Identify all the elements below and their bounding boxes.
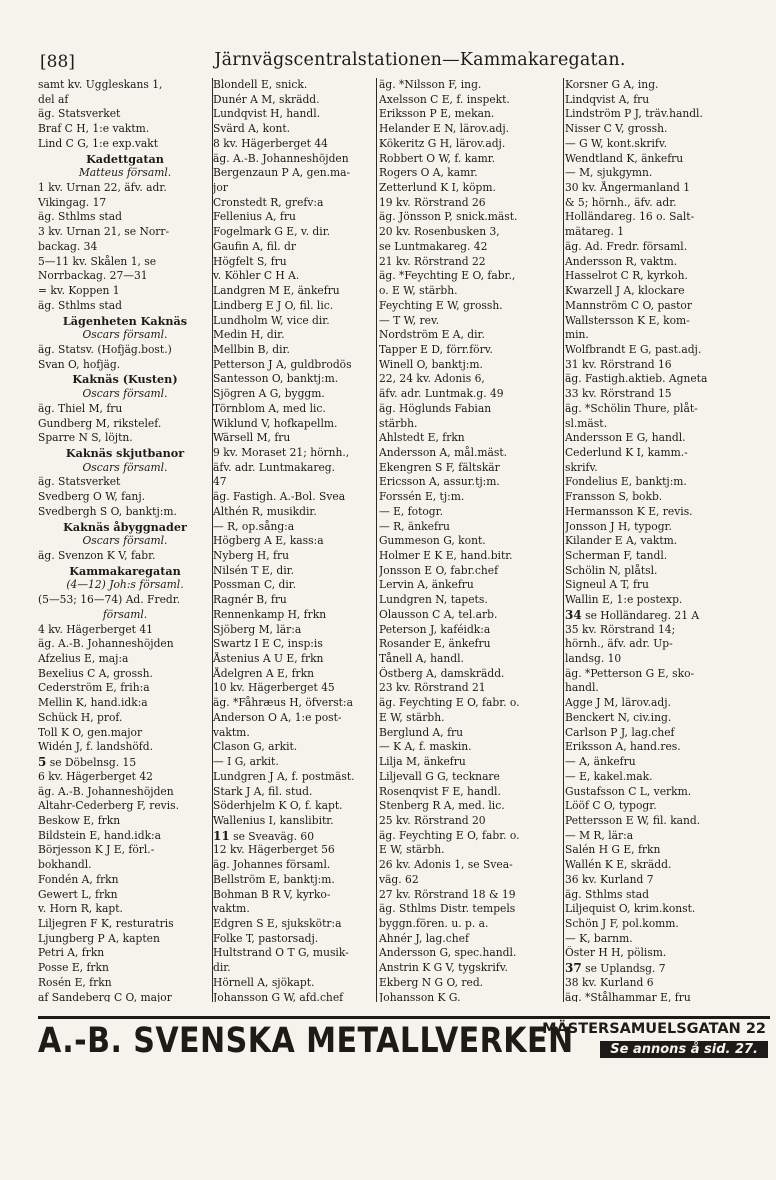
directory-line: E W, stärbh. (379, 710, 445, 724)
directory-line: Benckert N, civ.ing. (565, 710, 672, 724)
directory-line: Ragnér B, fru (213, 593, 287, 607)
directory-line: Wallin E, 1:e postexp. (565, 593, 683, 607)
directory-line: Törnblom A, med lic. (213, 401, 326, 415)
street-number-entry: 4 kv. Hägerberget 41 (38, 622, 153, 636)
directory-line: äg. Statsv. (Hofjäg.bost.) (38, 342, 172, 356)
directory-line: Kwarzell J A, klockare (565, 284, 685, 298)
street-number-entry: 38 kv. Kurland 6 (565, 975, 654, 989)
directory-line: Altahr-Cederberg F, revis. (38, 799, 180, 813)
directory-line: Bohman B R V, kyrko- (213, 887, 331, 901)
street-number-entry: 36 kv. Kurland 7 (565, 872, 654, 886)
directory-line: Althén R, musikdir. (213, 504, 317, 518)
directory-line: Andersson R, vaktm. (565, 254, 678, 268)
directory-line: Vikingag. 17 (38, 195, 107, 209)
directory-line: Peterson J, kaféidk:a (379, 622, 491, 636)
directory-line: Eriksson A, hand.res. (565, 740, 681, 754)
page-header (0, 48, 776, 74)
directory-line: min. (565, 328, 589, 342)
directory-line: äg. *Petterson G E, sko- (565, 666, 695, 680)
directory-line: äg. Svenzon K V, fabr. (38, 549, 156, 562)
annons-reference: Se annons å sid. 27. (600, 1041, 768, 1058)
directory-line: Lindberg E J O, fil. lic. (213, 298, 334, 312)
directory-line: församl. (102, 607, 148, 621)
directory-line: Winell O, banktj:m. (379, 357, 483, 371)
directory-line: äg. Sthlms stad (38, 210, 122, 224)
directory-line: Rosén E, frkn (38, 975, 112, 989)
directory-line: Oscars församl. (82, 328, 168, 342)
directory-line: Ahnér J, lag.chef (379, 931, 469, 945)
directory-line: Lundgren J A, f. postmäst. (213, 769, 355, 783)
directory-line: Korsner G A, ing. (565, 78, 659, 91)
column-divider (376, 78, 377, 1002)
directory-line: Anstrin K G V, tygskrifv. (379, 961, 508, 975)
directory-line: väg. 62 (379, 872, 419, 886)
directory-line: Cederström E, frih:a (38, 681, 150, 695)
directory-line: Kaknäs skjutbanor (65, 445, 185, 460)
directory-line: Afzelius E, maj:a (38, 652, 129, 666)
directory-line: Salén H G E, frkn (565, 843, 661, 857)
directory-line: samt kv. Uggleskans 1, (38, 78, 163, 91)
column-4 (565, 78, 773, 1002)
directory-line: Lägenheten Kaknäs (62, 313, 188, 328)
directory-line: äg. A.-B. Johanneshöjden (38, 784, 174, 798)
street-number-entry: 33 kv. Rörstrand 15 (565, 387, 672, 401)
street-number-entry: 22, 24 kv. Adonis 6, (379, 372, 485, 386)
directory-line: Petterson J A, guldbrodös (213, 357, 352, 371)
directory-line: äfv. adr. Luntmak.g. 49 (379, 387, 504, 401)
street-number-entry: 30 kv. Ångermanland 1 (565, 181, 691, 195)
directory-line: Öster H H, pölism. (565, 946, 667, 960)
directory-line: Högberg A E, kass:a (213, 534, 324, 548)
directory-line: — M, sjukgymn. (565, 166, 653, 180)
directory-line: — E, kakel.mak. (565, 769, 653, 783)
directory-line: Schölin N, plåtsl. (565, 563, 658, 577)
directory-line: Robbert O W, f. kamr. (379, 151, 496, 165)
street-number-entry: 23 kv. Rörstrand 21 (379, 681, 486, 695)
directory-line: Tapper E D, förr.förv. (379, 342, 493, 356)
advertiser-address: MÄSTERSAMUELSGATAN 22 (542, 1021, 766, 1037)
column-divider (563, 78, 564, 1002)
directory-line: äg. *Nilsson F, ing. (379, 78, 482, 91)
directory-line: Schön J F, pol.komm. (565, 916, 679, 930)
page-number: [88] (40, 52, 75, 72)
directory-line: äg. Statsverket (38, 475, 121, 489)
directory-line: Kammakaregatan (69, 563, 181, 578)
directory-line: äg. Sthlms Distr. tempels (379, 902, 516, 916)
directory-line: Sjögren A G, byggm. (213, 387, 325, 401)
directory-line: Axelsson C E, f. inspekt. (379, 92, 510, 106)
directory-line: dir. (213, 961, 231, 975)
directory-line: äg. Feychting E O, fabr. o. (379, 696, 520, 710)
advertisement-banner (38, 1016, 770, 1063)
directory-line: Sparre N S, löjtn. (38, 431, 133, 445)
directory-line: äg. Jönsson P, snick.mäst. (379, 210, 518, 224)
directory-line: Holländareg. 16 o. Salt- (565, 210, 695, 224)
directory-line: backag. 34 (38, 239, 98, 253)
directory-line: Nisser C V, grossh. (565, 122, 668, 136)
directory-line: Wärsell M, fru (213, 431, 291, 445)
directory-line: Andersson E G, handl. (565, 431, 686, 445)
directory-line: Rosander E, änkefru (379, 637, 491, 651)
directory-line: äg. *Feychting E O, fabr., (379, 269, 516, 283)
directory-line: Bellström E, banktj:m. (213, 872, 335, 886)
street-number-entry: 31 kv. Rörstrand 16 (565, 357, 672, 371)
directory-line: mätareg. 1 (565, 225, 625, 239)
directory-line: Åstenius A U E, frkn (213, 652, 324, 666)
directory-line: Blondell E, snick. (213, 78, 308, 91)
column-3 (379, 78, 561, 1002)
directory-line: Braf C H, 1:e vaktm. (38, 122, 150, 136)
directory-line: Wallén K E, skrädd. (565, 858, 672, 872)
directory-line: äg. Sthlms stad (38, 298, 122, 312)
directory-line: sl.mäst. (565, 416, 607, 430)
directory-line: Nilsén T E, dir. (213, 563, 294, 577)
directory-line: äg. Thiel M, fru (38, 401, 123, 415)
directory-line: Fellenius A, fru (213, 210, 296, 224)
directory-line: Santesson O, banktj:m. (213, 372, 339, 386)
directory-line: v. Horn R, kapt. (38, 902, 123, 916)
street-number-entry: = kv. Koppen 1 (38, 284, 120, 298)
directory-line: Jonsson E O, fabr.chef (379, 563, 499, 577)
directory-line: — R, änkefru (379, 519, 450, 533)
directory-line: Olausson C A, tel.arb. (379, 607, 498, 621)
directory-line: se Luntmakareg. 42 (379, 239, 488, 253)
directory-line: Hasselrot C R, kyrkoh. (565, 269, 688, 283)
directory-line: Helander E N, lärov.adj. (379, 122, 510, 136)
directory-line: Lööf C O, typogr. (565, 799, 657, 813)
directory-line: del af (38, 92, 69, 106)
directory-line: Fondén A, frkn (38, 872, 119, 886)
directory-line: af Sandeberg C O, major (38, 990, 172, 1002)
directory-line: Agge J M, lärov.adj. (565, 696, 671, 710)
directory-line: Ekberg N G O, red. (379, 975, 484, 989)
directory-line: Wendtland K, änkefru (565, 151, 684, 165)
directory-line: Hörnell A, sjökapt. (213, 975, 315, 989)
directory-line: Johansson G W, afd.chef (213, 990, 344, 1002)
directory-line: Rogers O A, kamr. (379, 166, 478, 180)
directory-line: Mellbin B, dir. (213, 342, 290, 356)
directory-line: Mellin K, hand.idk:a (38, 696, 148, 710)
directory-line: Ekengren S F, fältskär (379, 460, 500, 474)
directory-line: Lervin A, änkefru (379, 578, 474, 592)
directory-line: o. E W, stärbh. (379, 284, 458, 298)
directory-line: Lundgren N, tapets. (379, 593, 488, 607)
directory-line: äg. Fastigh. A.-Bol. Svea (213, 490, 346, 504)
directory-line: Scherman F, tandl. (565, 549, 668, 562)
directory-line: Tånell A, handl. (379, 652, 464, 666)
directory-line: Andersson A, mål.mäst. (379, 445, 508, 459)
directory-line: Toll K O, gen.major (38, 725, 143, 739)
directory-line: äfv. adr. Luntmakareg. (213, 460, 336, 474)
house-number: 5 (38, 755, 47, 770)
directory-line: Norrbackag. 27—31 (38, 269, 148, 283)
directory-line: — A, änkefru (565, 755, 636, 769)
directory-line: vaktm. (213, 902, 250, 916)
directory-line: Zetterlund K I, köpm. (379, 181, 496, 195)
street-number-entry: 5—11 kv. Skålen 1, se (38, 254, 157, 268)
directory-line: Posse E, frkn (38, 961, 109, 975)
directory-line: Stark J A, fil. stud. (213, 784, 313, 798)
directory-line: E W, stärbh. (379, 843, 445, 857)
directory-line: — R, op.sång:a (213, 519, 295, 533)
directory-line: bokhandl. (38, 858, 92, 872)
directory-line: Lundholm W, vice dir. (213, 313, 330, 327)
directory-line: Landgren M E, änkefru (213, 284, 340, 298)
directory-line: (4—12) Joh:s församl. (66, 578, 184, 592)
directory-line: Rosenqvist F E, handl. (379, 784, 501, 798)
directory-line: Petri A, frkn (38, 946, 105, 960)
street-number-entry: 3 kv. Urnan 21, se Norr- (38, 225, 170, 239)
directory-line: landsg. 10 (565, 652, 622, 666)
directory-line: äg. *Fåhræus H, öfverst:a (213, 696, 353, 710)
directory-line: Carlson P J, lag.chef (565, 725, 675, 739)
directory-line: 47 (213, 475, 227, 489)
street-number-entry: 8 kv. Hägerberget 44 (213, 136, 328, 150)
directory-line: Kilander E A, vaktm. (565, 534, 678, 548)
directory-line: Lundqvist H, handl. (213, 107, 321, 121)
directory-line: Sjöberg M, lär:a (213, 622, 302, 636)
directory-line: hörnh., äfv. adr. Up- (565, 637, 673, 651)
directory-line: Bergenzaun P A, gen.ma- (213, 166, 351, 180)
directory-line: Liljegren F K, resturatris (38, 916, 174, 930)
directory-line: Svärd A, kont. (213, 122, 291, 136)
directory-line: Hultstrand O T G, musik- (213, 946, 349, 960)
directory-line: Schück H, prof. (38, 710, 123, 724)
directory-line: Kaknäs (Kusten) (72, 372, 178, 387)
directory-line: Anderson O A, 1:e post- (213, 710, 342, 724)
directory-line: Nordström E A, dir. (379, 328, 485, 342)
directory-line: äg. Feychting E O, fabr. o. (379, 828, 520, 842)
directory-line: Ericsson A, assur.tj:m. (379, 475, 500, 489)
directory-line: handl. (565, 681, 599, 695)
street-number-entry: 1 kv. Urnan 22, äfv. adr. (38, 181, 167, 195)
directory-line: Fondelius E, banktj:m. (565, 475, 687, 489)
directory-line: Holmer E K E, hand.bitr. (379, 549, 513, 562)
directory-line: Forssén E, tj:m. (379, 490, 465, 504)
directory-line: Wiklund V, hofkapellm. (213, 416, 338, 430)
house-number: 11 (213, 828, 230, 843)
directory-line: jor (213, 181, 228, 195)
directory-line: Pettersson E W, fil. kand. (565, 813, 701, 827)
street-number-entry: 34 se Holländareg. 21 A (565, 607, 700, 622)
directory-line: Kaknäs åbyggnader (63, 519, 187, 534)
directory-line: Gundberg M, rikstelef. (38, 416, 162, 430)
directory-line: Beskow E, frkn (38, 813, 121, 827)
directory-line: Lindqvist A, fru (565, 92, 650, 106)
directory-line: Svedbergh S O, banktj:m. (38, 504, 177, 518)
directory-line: Lilja M, änkefru (379, 755, 466, 769)
directory-line: Rennenkamp H, frkn (213, 607, 327, 621)
directory-line: Gummeson G, kont. (379, 534, 486, 548)
directory-line: Mannström C O, pastor (565, 298, 692, 312)
directory-line: Edgren S E, sjukskötr:a (213, 916, 342, 930)
street-number-entry: 12 kv. Hägerberget 56 (213, 843, 335, 857)
directory-line: äg. Ad. Fredr. församl. (565, 239, 688, 253)
directory-line: Possman C, dir. (213, 578, 297, 592)
directory-line: stärbh. (379, 416, 418, 430)
street-number-entry: 19 kv. Rörstrand 26 (379, 195, 486, 209)
street-number-entry: 35 kv. Rörstrand 14; (565, 622, 676, 636)
directory-line: Bildstein E, hand.idk:a (38, 828, 162, 842)
directory-line: Nyberg H, fru (213, 549, 289, 562)
house-number: 37 (565, 961, 582, 976)
street-number-entry: 27 kv. Rörstrand 18 & 19 (379, 887, 516, 901)
house-number: 34 (565, 607, 582, 622)
directory-line: Oscars församl. (82, 534, 168, 548)
directory-line: & 5; hörnh., äfv. adr. (565, 195, 677, 209)
directory-line: Kökeritz G H, lärov.adj. (379, 136, 506, 150)
street-number-entry: 26 kv. Adonis 1, se Svea- (379, 858, 513, 872)
street-number-entry: 5 se Döbelnsg. 15 (38, 755, 137, 770)
directory-line: — I G, arkit. (213, 755, 279, 769)
street-number-entry: 10 kv. Hägerberget 45 (213, 681, 335, 695)
directory-line: (5—53; 16—74) Ad. Fredr. (38, 593, 181, 607)
directory-line: Wallenius I, kanslibitr. (213, 813, 334, 827)
directory-line: Gustafsson C L, verkm. (565, 784, 692, 798)
directory-line: Widén J, f. landshöfd. (38, 740, 153, 754)
directory-line: Cederlund K I, kamm.- (565, 445, 688, 459)
street-number-entry: 9 kv. Moraset 21; hörnh., (213, 445, 350, 459)
directory-line: äg. Fastigh.aktieb. Agneta (565, 372, 708, 386)
directory-line: Matteus församl. (78, 166, 172, 180)
directory-line: Cronstedt R, grefv:a (213, 195, 324, 209)
directory-line: Wolfbrandt E G, past.adj. (565, 342, 702, 356)
directory-line: byggn.fören. u. p. a. (379, 916, 489, 930)
directory-line: Ljungberg P A, kapten (38, 931, 160, 945)
directory-line: skrifv. (565, 460, 598, 474)
directory-line: Dunér A M, skrädd. (213, 92, 320, 106)
directory-line: Lindström P J, träv.handl. (565, 107, 703, 121)
column-2 (213, 78, 374, 1002)
street-number-entry: 20 kv. Rosenbusken 3, (379, 225, 500, 239)
directory-line: Svedberg O W, fanj. (38, 490, 146, 504)
directory-line: Jonsson J H, typogr. (565, 519, 672, 533)
directory-line: Feychting E W, grossh. (379, 298, 503, 312)
directory-line: — K, barnm. (565, 931, 633, 945)
directory-line: Swartz I E C, insp:is (213, 637, 323, 651)
directory-line: Wallstersson K E, kom- (565, 313, 690, 327)
directory-line: Liljequist O, krim.konst. (565, 902, 696, 916)
advertiser-name: A.-B. SVENSKA METALLVERKEN (38, 1021, 574, 1061)
directory-line: Signeul A T, fru (565, 578, 649, 592)
directory-line: Eriksson P E, mekan. (379, 107, 495, 121)
directory-line: Andersson G, spec.handl. (379, 946, 517, 960)
directory-line: Börjesson K J E, förl.- (38, 843, 155, 857)
directory-line: — E, fotogr. (379, 504, 443, 518)
street-number-entry: 6 kv. Hägerberget 42 (38, 769, 153, 783)
page-title: Järnvägscentralstationen—Kammakaregatan. (214, 50, 626, 70)
directory-line: Östberg A, damskrädd. (379, 666, 505, 680)
directory-line: — K A, f. maskin. (379, 740, 472, 754)
directory-line: Söderhjelm K O, f. kapt. (213, 799, 343, 813)
directory-line: äg. A.-B. Johanneshöjden (213, 151, 349, 165)
directory-line: — G W, kont.skrifv. (565, 136, 668, 150)
directory-line: Gaufin A, fil. dr (213, 239, 297, 253)
directory-line: Oscars församl. (82, 387, 168, 401)
directory-line: — M R, lär:a (565, 828, 634, 842)
directory-line: äg. *Schölin Thure, plåt- (565, 401, 698, 415)
directory-line: äg. Johannes församl. (213, 858, 331, 872)
directory-line: Gewert L, frkn (38, 887, 118, 901)
directory-line: Liljevall G G, tecknare (379, 769, 500, 783)
directory-line: Stenberg R A, med. lic. (379, 799, 505, 813)
street-number-entry: 25 kv. Rörstrand 20 (379, 813, 486, 827)
directory-line: Oscars församl. (82, 460, 168, 474)
directory-line: Lind C G, 1:e exp.vakt (38, 136, 159, 150)
directory-line: äg. Sthlms stad (565, 887, 649, 901)
directory-line: Svan O, hofjäg. (38, 357, 121, 371)
directory-line: äg. Statsverket (38, 107, 121, 121)
directory-line: v. Köhler C H A. (213, 269, 300, 283)
street-number-entry: 11 se Sveaväg. 60 (213, 828, 315, 843)
column-1 (38, 78, 212, 1002)
directory-line: Hermansson K E, revis. (565, 504, 693, 518)
directory-line: Clason G, arkit. (213, 740, 298, 754)
directory-line: äg. A.-B. Johanneshöjden (38, 637, 174, 651)
directory-line: Högfelt S, fru (213, 254, 287, 268)
directory-line: äg. Höglunds Fabian (379, 401, 492, 415)
directory-line: Ahlstedt E, frkn (379, 431, 465, 445)
directory-line: Johansson K G. (379, 990, 461, 1002)
directory-line: Berglund A, fru (379, 725, 464, 739)
street-number-entry: 37 se Uplandsg. 7 (565, 961, 666, 976)
directory-line: äg. *Stålhammar E, fru (565, 990, 691, 1002)
directory-line: Bexelius C A, grossh. (38, 666, 153, 680)
directory-line: Medin H, dir. (213, 328, 285, 342)
directory-line: Kadettgatan (86, 151, 164, 166)
street-number-entry: 21 kv. Rörstrand 22 (379, 254, 486, 268)
directory-line: — T W, rev. (379, 313, 440, 327)
directory-line: Fogelmark G E, v. dir. (213, 225, 331, 239)
directory-line: Ådelgren A E, frkn (213, 666, 314, 680)
directory-line: vaktm. (213, 725, 250, 739)
directory-line: Folke T, pastorsadj. (213, 931, 319, 945)
directory-line: Fransson S, bokb. (565, 490, 663, 504)
